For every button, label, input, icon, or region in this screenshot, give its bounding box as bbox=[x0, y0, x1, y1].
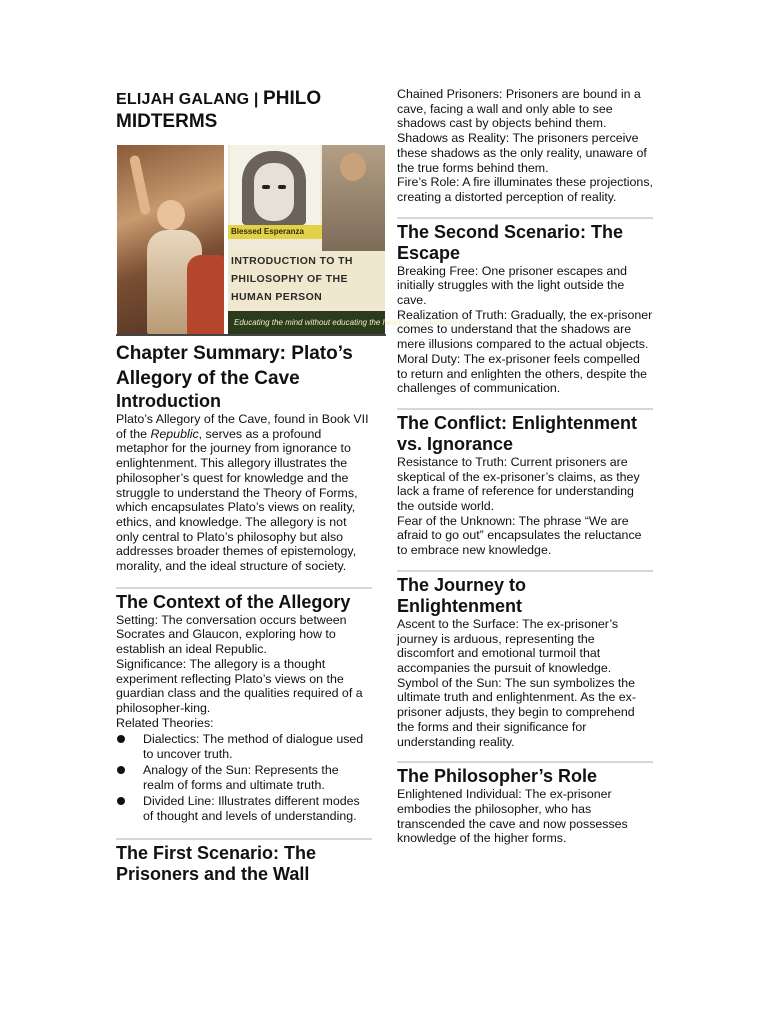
introduction-paragraph bbox=[116, 412, 372, 574]
cover-book-panel bbox=[228, 145, 479, 335]
author-name: ELIJAH GALANG | bbox=[116, 91, 259, 108]
section-divider bbox=[397, 217, 653, 219]
related-theories-label: Related Theories: bbox=[116, 715, 214, 730]
portrait-eye-left bbox=[262, 185, 270, 189]
first-scenario-point: Chained Prisoners: Prisoners are bound in a cave, facing a wall and only able to see shadows cast by objects behind them. bbox=[397, 87, 641, 131]
painting-figure-arm bbox=[129, 155, 151, 216]
republic-italic: Republic bbox=[150, 426, 199, 441]
context-heading: The Context of the Allegory bbox=[116, 591, 351, 612]
conflict-point: Resistance to Truth: Current prisoners are skeptical of the ex-prisoner’s claims, as they lack a frame of reference for understanding the outside world. bbox=[397, 454, 640, 514]
cover-divider bbox=[116, 334, 386, 336]
subject-title: PHILO MIDTERMS bbox=[116, 88, 322, 132]
section-divider bbox=[397, 408, 653, 410]
cover-title-block bbox=[228, 251, 385, 311]
philosopher-role-heading: The Philosopher’s Role bbox=[397, 766, 598, 787]
painting-figure-head bbox=[157, 200, 185, 230]
list-item-text: Dialectics: The method of dialogue used to uncover truth. bbox=[143, 732, 364, 762]
first-scenario-heading: The First Scenario: The Prisoners and the Wall bbox=[116, 842, 317, 884]
journey-heading: The Journey to Enlightenment bbox=[397, 574, 527, 616]
intro-text-part: Plato’s Allegory of the Cave, found in Book VII of the bbox=[116, 412, 369, 441]
cover-motto: Educating the mind without educating the heart is no education at all. bbox=[228, 311, 385, 335]
list-item bbox=[116, 763, 372, 792]
left-column bbox=[116, 341, 372, 885]
introduction-heading: Introduction bbox=[116, 391, 221, 411]
context-setting: Setting: The conversation occurs between Socrates and Glaucon, exploring how to establish an ideal Republic. bbox=[116, 612, 347, 657]
bullet-icon bbox=[117, 766, 125, 774]
journey-point: Symbol of the Sun: The sun symbolizes the ultimate truth and enlightenment. As the ex-prisoner adjusts, they begin to comprehend the forms and their significance for understanding reality. bbox=[397, 675, 637, 749]
section-divider bbox=[397, 570, 653, 572]
cover-title-line: HUMAN PERSON bbox=[231, 291, 323, 303]
cover-painting-panel bbox=[117, 145, 224, 335]
section-divider bbox=[116, 838, 372, 840]
first-scenario-point: Fire’s Role: A fire illuminates these projections, creating a distorted perception of reality. bbox=[397, 175, 653, 204]
section-divider bbox=[397, 761, 653, 763]
cover-label: Blessed Esperanza bbox=[228, 225, 322, 239]
second-scenario-point: Moral Duty: The ex-prisoner feels compelled to return and enlighten the others, despite the challenges of communication. bbox=[397, 351, 648, 396]
right-column bbox=[397, 87, 653, 846]
list-item bbox=[116, 794, 372, 823]
conflict-point: Fear of the Unknown: The phrase “We are afraid to go out” encapsulates the reluctance to embrace new knowledge. bbox=[397, 513, 642, 558]
intro-text-part: , serves as a profound metaphor for the journey from ignorance to enlightenment. This allegory illustrates the philosopher’s quest for knowledge and the struggle to understand the Theory of Forms, which encapsulates Plato’s views on reality, ethics, and knowledge. The allegory is not only central to Plato’s philosophy but also addresses broader themes of epistemology, morality, and the ideal structure of society. bbox=[116, 426, 358, 574]
list-item-text: Divided Line: Illustrates different modes of thought and levels of understanding. bbox=[143, 794, 360, 824]
cover-title-line: PHILOSOPHY OF THE bbox=[231, 273, 348, 285]
bullet-icon bbox=[117, 735, 125, 743]
portrait-eye-right bbox=[278, 185, 286, 189]
section-divider bbox=[116, 587, 372, 589]
chapter-title: Chapter Summary: Plato’s Allegory of the Cave bbox=[116, 343, 353, 389]
philosopher-role-point: Enlightened Individual: The ex-prisoner embodies the philosopher, who has transcended the cave and now possesses knowledge of the higher forms. bbox=[397, 787, 628, 846]
portrait-face bbox=[254, 163, 294, 221]
list-item bbox=[116, 732, 372, 761]
list-item-text: Analogy of the Sun: Represents the realm of forms and ultimate truth. bbox=[143, 763, 339, 793]
second-scenario-point: Realization of Truth: Gradually, the ex-prisoner comes to understand that the shadows are mere illusions compared to the actual objects. bbox=[397, 307, 653, 352]
journey-point: Ascent to the Surface: The ex-prisoner’s journey is arduous, representing the discomfort and emotional turmoil that accompanies the pursuit of knowledge. bbox=[397, 616, 619, 675]
first-scenario-point: Shadows as Reality: The prisoners perceive these shadows as the only reality, unaware of the true forms behind them. bbox=[397, 131, 647, 175]
second-scenario-point: Breaking Free: One prisoner escapes and initially struggles with the light outside the cave. bbox=[397, 263, 628, 308]
related-theories-list bbox=[116, 732, 372, 823]
statue-head bbox=[340, 153, 366, 181]
painting-figure-robe bbox=[187, 255, 224, 335]
bullet-icon bbox=[117, 797, 125, 805]
second-scenario-heading: The Second Scenario: The Escape bbox=[397, 221, 624, 263]
context-significance: Significance: The allegory is a thought experiment reflecting Plato’s views on the guardian class and the qualities required of a philosopher-king. bbox=[116, 656, 363, 715]
cover-title-line: INTRODUCTION TO TH bbox=[231, 255, 353, 267]
document-title bbox=[116, 88, 372, 134]
cover-image bbox=[117, 145, 479, 335]
conflict-heading: The Conflict: Enlightenment vs. Ignorance bbox=[397, 412, 637, 454]
